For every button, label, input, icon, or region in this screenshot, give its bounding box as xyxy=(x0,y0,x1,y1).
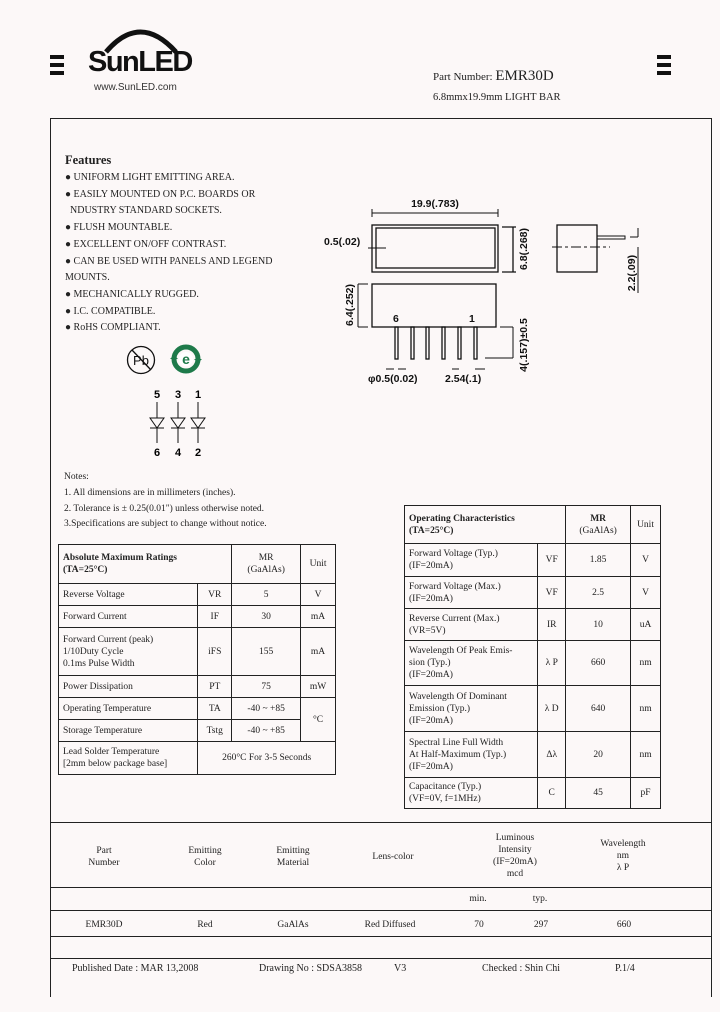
cell-part: EMR30D xyxy=(85,920,123,930)
lead-free-icon xyxy=(126,345,158,377)
part-number-label: Part Number: xyxy=(433,71,493,83)
circuit-pin: 3 xyxy=(174,389,182,401)
unit: nm xyxy=(631,732,661,778)
table-row xyxy=(59,742,336,775)
symbol: PT xyxy=(198,676,232,698)
header-part-number: Part Number xyxy=(88,846,120,868)
value: 660 xyxy=(566,641,631,686)
body-dimension: 6.4(.252) xyxy=(344,283,356,327)
param: sion (Typ.) xyxy=(409,658,451,668)
table-row xyxy=(59,584,336,606)
feature-item: ● EXCELLENT ON/OFF CONTRAST. xyxy=(65,238,227,250)
param: At Half-Maximum (Typ.) xyxy=(409,749,507,760)
symbol: iFS xyxy=(198,628,232,676)
feature-item: MOUNTS. xyxy=(65,272,110,284)
value: 1.85 xyxy=(566,544,631,577)
param: 1/10Duty Cycle xyxy=(63,646,124,657)
divider xyxy=(50,910,712,911)
table-row xyxy=(405,641,661,686)
unit: mA xyxy=(301,628,336,676)
cell-wavelength: 660 xyxy=(616,920,632,930)
param: Capacitance (Typ.) xyxy=(409,782,482,792)
feature-item: ● EASILY MOUNTED ON P.C. BOARDS OR xyxy=(65,188,256,200)
header-emitting-color: Emitting Color xyxy=(188,846,222,868)
table-row xyxy=(59,606,336,628)
drawing-number: Drawing No : SDSA3858 xyxy=(259,963,363,974)
feature-item: NDUSTRY STANDARD SOCKETS. xyxy=(70,205,222,217)
unit: V xyxy=(631,577,661,609)
unit: nm xyxy=(631,641,661,686)
circuit-pin: 1 xyxy=(194,389,202,401)
unit: °C xyxy=(301,698,336,742)
value: 155 xyxy=(232,628,301,676)
value: 640 xyxy=(566,686,631,732)
subheader-min: min. xyxy=(469,894,487,904)
cell-typ: 297 xyxy=(533,920,549,930)
param: Forward Voltage (Typ.) xyxy=(409,549,498,559)
divider xyxy=(50,887,712,888)
width-dimension: 19.9(.783) xyxy=(411,198,459,210)
col-header: MR xyxy=(590,513,607,524)
circuit-pin: 5 xyxy=(153,389,161,401)
symbol: λ D xyxy=(538,686,566,732)
header-lens-color: Lens-color xyxy=(372,852,414,862)
website: www.SunLED.com xyxy=(94,82,177,93)
col-header: (GaAlAs) xyxy=(247,565,285,575)
table-row xyxy=(405,577,661,609)
circuit-pin: 2 xyxy=(194,447,202,459)
circuit-diagram xyxy=(145,385,215,460)
feature-item: ● FLUSH MOUNTABLE. xyxy=(65,222,173,234)
divider xyxy=(50,822,712,823)
subheader-typ: typ. xyxy=(532,894,548,904)
symbol: Tstg xyxy=(198,720,232,742)
value: 2.5 xyxy=(566,577,631,609)
value: 10 xyxy=(566,609,631,641)
table-row xyxy=(405,544,661,577)
value: 75 xyxy=(232,676,301,698)
rohs-e-icon xyxy=(168,342,204,376)
edge-dimension: 0.5(.02) xyxy=(324,236,361,248)
table-condition: (TA=25°C) xyxy=(63,565,108,575)
table-row xyxy=(405,686,661,732)
table-title: Operating Characteristics xyxy=(409,513,515,524)
feature-item: ● CAN BE USED WITH PANELS AND LEGEND xyxy=(65,255,273,267)
table-row xyxy=(59,676,336,698)
col-header: MR xyxy=(258,553,274,563)
condition: (VF=0V, f=1MHz) xyxy=(409,794,481,804)
part-number-line xyxy=(433,68,554,85)
param: Reverse Current (Max.) xyxy=(409,613,500,624)
param: Power Dissipation xyxy=(59,676,198,698)
cell-color: Red xyxy=(197,920,213,930)
unit: mA xyxy=(301,606,336,628)
circuit-pin: 4 xyxy=(174,447,182,459)
param: Forward Current (peak) xyxy=(63,634,154,645)
cell-lens: Red Diffused xyxy=(364,920,416,930)
param: 0.1ms Pulse Width xyxy=(63,658,135,669)
condition: (IF=20mA) xyxy=(409,593,453,604)
value: 30 xyxy=(232,606,301,628)
value: 45 xyxy=(566,778,631,809)
brand-logo: SunLED xyxy=(88,46,192,78)
table-row xyxy=(59,628,336,676)
divider xyxy=(50,958,712,959)
value: -40 ~ +85 xyxy=(232,720,301,742)
notes-title: Notes: xyxy=(64,472,89,482)
value: 20 xyxy=(566,732,631,778)
header-emitting-material: Emitting Material xyxy=(276,846,310,868)
table-row xyxy=(59,720,336,742)
notes-section xyxy=(64,470,267,533)
features-section xyxy=(65,153,272,337)
feature-item: ● RoHS COMPLIANT. xyxy=(65,322,161,334)
table-row xyxy=(405,732,661,778)
table-title: Absolute Maximum Ratings xyxy=(63,553,178,563)
feature-item: ● I.C. COMPATIBLE. xyxy=(65,305,156,317)
checked-by: Checked : Shin Chi xyxy=(482,963,561,974)
symbol: VF xyxy=(538,577,566,609)
symbol: λ P xyxy=(538,641,566,686)
condition: (VR=5V) xyxy=(409,625,446,636)
circuit-pin: 6 xyxy=(153,447,161,459)
lead-dimension: 4(.157)±0.5 xyxy=(518,318,530,372)
part-number: EMR30D xyxy=(495,68,554,84)
value: 260°C For 3-5 Seconds xyxy=(198,742,336,775)
condition: (IF=20mA) xyxy=(409,761,453,772)
features-title: Features xyxy=(65,153,112,167)
param: Spectral Line Full Width xyxy=(409,737,504,748)
page-number: P.1/4 xyxy=(615,963,635,974)
cell-material: GaAlAs xyxy=(277,920,309,930)
value: -40 ~ +85 xyxy=(232,698,301,720)
package-drawing xyxy=(320,185,660,385)
condition: (IF=20mA) xyxy=(409,561,453,571)
unit: nm xyxy=(631,686,661,732)
col-header: Unit xyxy=(301,545,336,584)
side-dimension: 2.2(.09) xyxy=(626,254,638,292)
param: Wavelength Of Peak Emis- xyxy=(409,646,513,656)
param: Operating Temperature xyxy=(59,698,198,720)
feature-item: ● MECHANICALLY RUGGED. xyxy=(65,288,199,300)
table-row xyxy=(59,698,336,720)
note-item: 1. All dimensions are in millimeters (inches). xyxy=(64,487,236,498)
product-description: 6.8mmx19.9mm LIGHT BAR xyxy=(433,92,561,103)
param: Emission (Typ.) xyxy=(409,703,471,714)
height-dimension: 6.8(.268) xyxy=(518,227,530,271)
cell-min: 70 xyxy=(474,920,484,930)
param: Lead Solder Temperature xyxy=(63,747,160,757)
symbol: VR xyxy=(198,584,232,606)
symbol: VF xyxy=(538,544,566,577)
symbol: TA xyxy=(198,698,232,720)
svg-text:e: e xyxy=(182,351,190,367)
col-header: (GaAlAs) xyxy=(579,525,617,536)
value: 5 xyxy=(232,584,301,606)
param: Forward Voltage (Max.) xyxy=(409,581,501,592)
divider xyxy=(50,936,712,937)
condition: (IF=20mA) xyxy=(409,715,453,726)
col-header: Unit xyxy=(631,506,661,544)
note-item: 3.Specifications are subject to change without notice. xyxy=(64,519,267,530)
param: Reverse Voltage xyxy=(59,584,198,606)
table-row xyxy=(405,778,661,809)
feature-item: ● UNIFORM LIGHT EMITTING AREA. xyxy=(65,172,235,183)
condition: (IF=20mA) xyxy=(409,670,453,680)
param: Wavelength Of Dominant xyxy=(409,691,507,702)
unit: uA xyxy=(631,609,661,641)
absolute-max-ratings-table xyxy=(58,544,336,775)
symbol: IF xyxy=(198,606,232,628)
table-condition: (TA=25°C) xyxy=(409,525,454,536)
param: Storage Temperature xyxy=(59,720,198,742)
pin-pitch: 2.54(.1) xyxy=(445,373,482,385)
pin-diameter: φ0.5(0.02) xyxy=(368,373,418,385)
symbol: Δλ xyxy=(538,732,566,778)
operating-characteristics-table xyxy=(404,505,661,809)
table-row xyxy=(405,609,661,641)
symbol: C xyxy=(538,778,566,809)
published-date: Published Date : MAR 13,2008 xyxy=(72,963,199,974)
param: Forward Current xyxy=(59,606,198,628)
header-luminous-intensity: Luminous Intensity (IF=20mA) mcd xyxy=(493,833,537,879)
pin-label-6: 6 xyxy=(393,313,399,325)
header-wavelength: Wavelength nm λ P xyxy=(600,839,646,873)
version: V3 xyxy=(394,963,407,974)
pin-label-1: 1 xyxy=(469,313,475,325)
note-item: 2. Tolerance is ± 0.25(0.01") unless otherwise noted. xyxy=(64,503,265,514)
pb-text: Pb xyxy=(133,353,149,368)
unit: V xyxy=(301,584,336,606)
unit: pF xyxy=(631,778,661,809)
symbol: IR xyxy=(538,609,566,641)
param: [2mm below package base] xyxy=(63,759,168,769)
unit: V xyxy=(631,544,661,577)
unit: mW xyxy=(301,676,336,698)
